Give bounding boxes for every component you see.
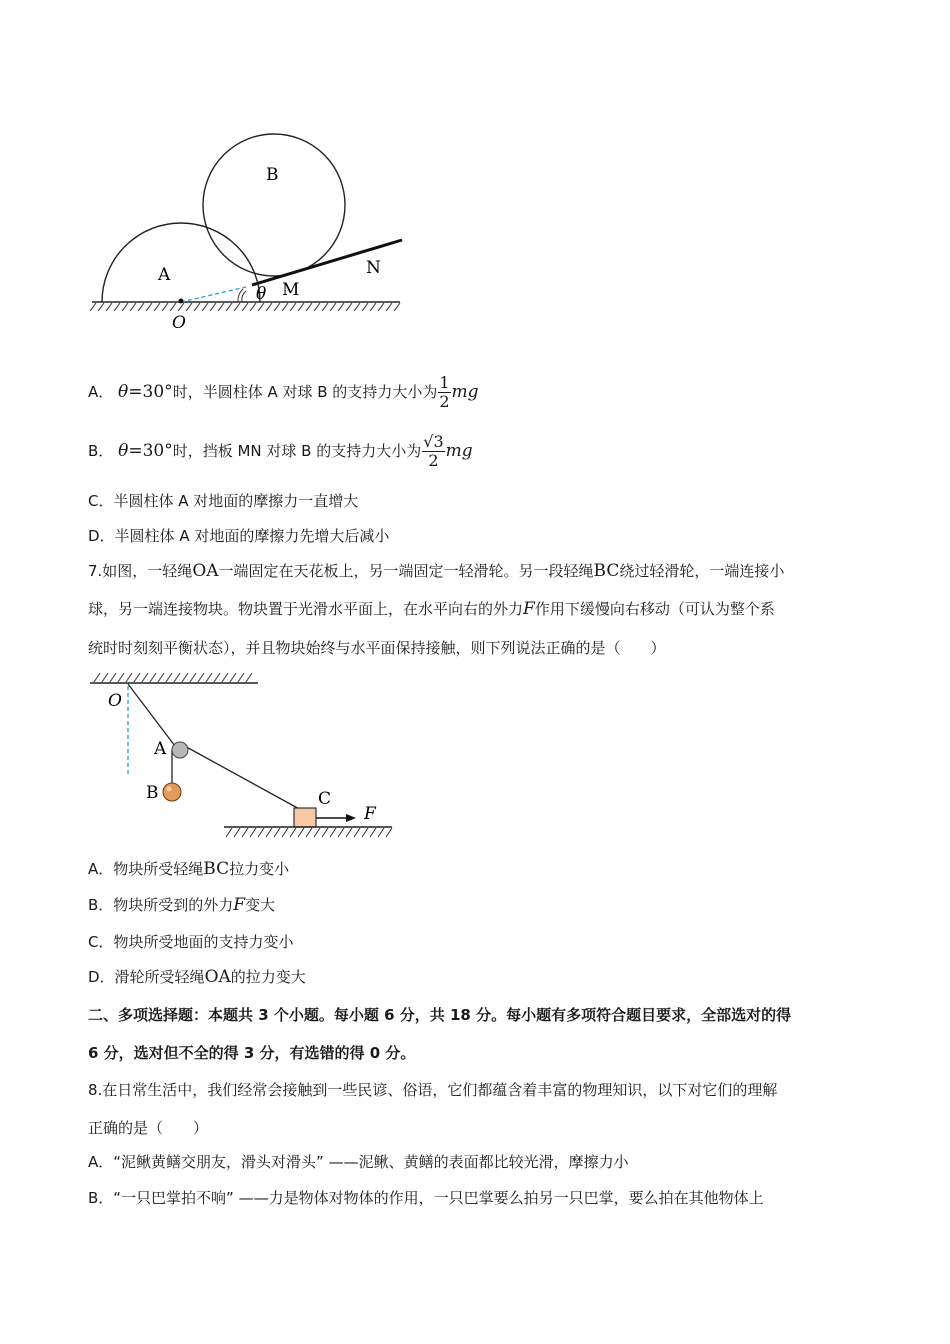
angle-value: =30° xyxy=(128,441,173,461)
q7-option-a: A．物块所受轻绳BC拉力变小 xyxy=(88,859,290,879)
arrow-head xyxy=(346,814,356,822)
q6-option-b xyxy=(88,432,473,470)
angle-value: =30° xyxy=(128,382,173,402)
rope-to-block xyxy=(181,744,303,811)
option-letter: B． xyxy=(88,442,114,460)
ball-highlight xyxy=(167,787,172,792)
q7-stem-line3: 统时时刻刻平衡状态），并且物块始终与水平面保持接触，则下列说法正确的是（ ） xyxy=(88,639,666,657)
section-heading-line2: 6 分，选对但不全的得 3 分，有选错的得 0 分。 xyxy=(88,1044,416,1062)
q8-option-b: B．“一只巴掌拍不响” ——力是物体对物体的作用，一只巴掌要么拍另一只巴掌，要么拍在其他物体上 xyxy=(88,1189,764,1207)
label-n: N xyxy=(366,258,381,278)
fraction-one-half: $\frac{1}{2}$ xyxy=(439,373,450,411)
q6-option-c: C．半圆柱体 A 对地面的摩擦力一直增大 xyxy=(88,492,359,510)
label-b: B xyxy=(146,783,159,803)
option-text: 时，挡板 MN 对球 B 的支持力大小为 xyxy=(172,442,422,460)
dashed-radius xyxy=(181,287,246,302)
ball-b xyxy=(203,134,345,276)
label-a: A xyxy=(154,739,167,759)
q7-option-b: B．物块所受到的外力F变大 xyxy=(88,895,276,915)
ball-b xyxy=(163,783,181,801)
mg-symbol: mg xyxy=(445,441,473,461)
option-letter: A． xyxy=(88,383,114,401)
q6-option-a xyxy=(88,374,479,410)
center-point-o xyxy=(179,299,184,304)
ground-hatch xyxy=(90,303,400,311)
theta-symbol: θ xyxy=(118,382,129,402)
block-c xyxy=(294,808,316,827)
label-c: C xyxy=(318,789,332,809)
q7-option-c: C．物块所受地面的支持力变小 xyxy=(88,933,294,951)
label-a: A xyxy=(158,265,171,285)
label-o: O xyxy=(108,691,122,711)
pulley-a xyxy=(172,742,188,758)
ground-hatch xyxy=(226,828,392,837)
label-o: O xyxy=(172,313,186,333)
section-heading-line1: 二、多项选择题：本题共 3 个小题。每小题 6 分，共 18 分。每小题有多项符合题目要求，全部选对的得 xyxy=(88,1006,792,1024)
label-b: B xyxy=(266,165,279,185)
q7-stem-line2: 球，另一端连接物块。物块置于光滑水平面上，在水平向右的外力F作用下缓慢向右移动（可认为整个系 xyxy=(88,599,775,619)
theta-symbol: θ xyxy=(118,441,129,461)
figure-semicylinder-ball xyxy=(88,125,418,340)
q8-option-a: A．“泥鳅黄鳝交朋友，滑头对滑头” ——泥鳅、黄鳝的表面都比较光滑，摩擦力小 xyxy=(88,1153,629,1171)
angle-arc xyxy=(242,291,246,302)
q7-stem-line1: 7.如图，一轻绳OA一端固定在天花板上，另一端固定一轻滑轮。另一段轻绳BC绕过轻滑轮，一端连接小 xyxy=(88,561,785,581)
mg-symbol: mg xyxy=(451,382,479,402)
label-f: F xyxy=(364,804,376,824)
semicylinder-a xyxy=(102,223,260,302)
q7-option-d: D．滑轮所受轻绳OA的拉力变大 xyxy=(88,967,306,987)
label-m: M xyxy=(282,280,300,300)
label-theta: θ xyxy=(256,284,267,304)
rope-oa xyxy=(128,684,175,746)
fraction-root3-half: $\frac{√3}{2}$ xyxy=(423,432,444,470)
figure-pulley-block xyxy=(88,668,398,846)
q6-option-d: D．半圆柱体 A 对地面的摩擦力先增大后减小 xyxy=(88,527,390,545)
ceiling-hatch xyxy=(94,673,252,682)
option-text: 时，半圆柱体 A 对球 B 的支持力大小为 xyxy=(172,383,438,401)
q8-stem-line1: 8.在日常生活中，我们经常会接触到一些民谚、俗语，它们都蕴含着丰富的物理知识，以下对它们的理解 xyxy=(88,1081,778,1099)
q8-stem-line2: 正确的是（ ） xyxy=(88,1119,209,1137)
